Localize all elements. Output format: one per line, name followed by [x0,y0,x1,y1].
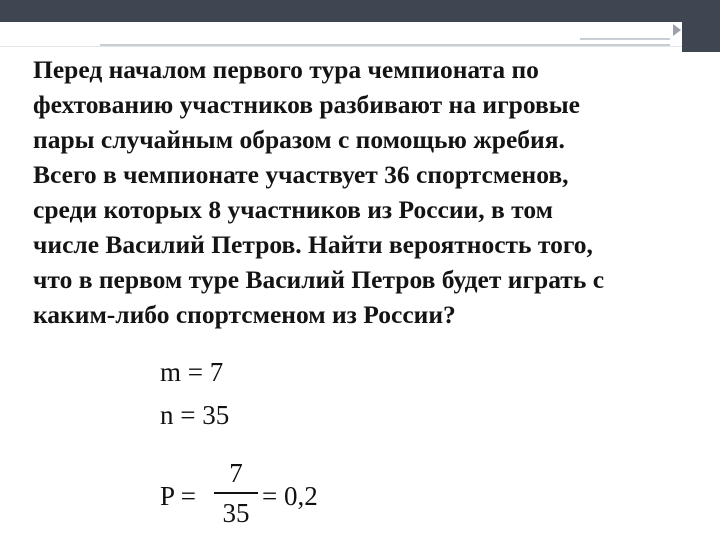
m-value: m = 7 [160,357,224,387]
probability-result: = 0,2 [262,481,318,511]
problem-line: Перед началом первого тура чемпионата по [33,55,539,84]
probability-label: P = [160,481,196,511]
header-divider [100,44,670,46]
n-value: n = 35 [160,400,230,430]
problem-line: среди которых 8 участников из России, в том [33,195,553,224]
problem-line: фехтованию участников разбивают на игровые [33,90,580,119]
triangle-right-icon [673,24,681,36]
problem-line: каким-либо спортсменом из России? [33,300,456,329]
problem-line: что в первом туре Василий Петров будет играть с [33,265,605,294]
header-divider-faint [0,46,682,47]
slide-header [0,0,720,22]
header-bar [0,0,720,22]
probability-fraction [214,458,258,528]
fraction-bar [214,492,258,494]
problem-line: Всего в чемпионате участвует 36 спортсменов, [33,160,569,189]
problem-line: числе Василий Петров. Найти вероятность того, [33,230,593,259]
problem-text [33,52,693,332]
problem-line: пары случайным образом с помощью жребия. [33,125,565,154]
fraction-numerator: 7 [229,458,243,488]
fraction-denominator: 35 [222,498,250,528]
header-corner-accent [682,0,720,52]
header-divider-short [580,38,670,40]
